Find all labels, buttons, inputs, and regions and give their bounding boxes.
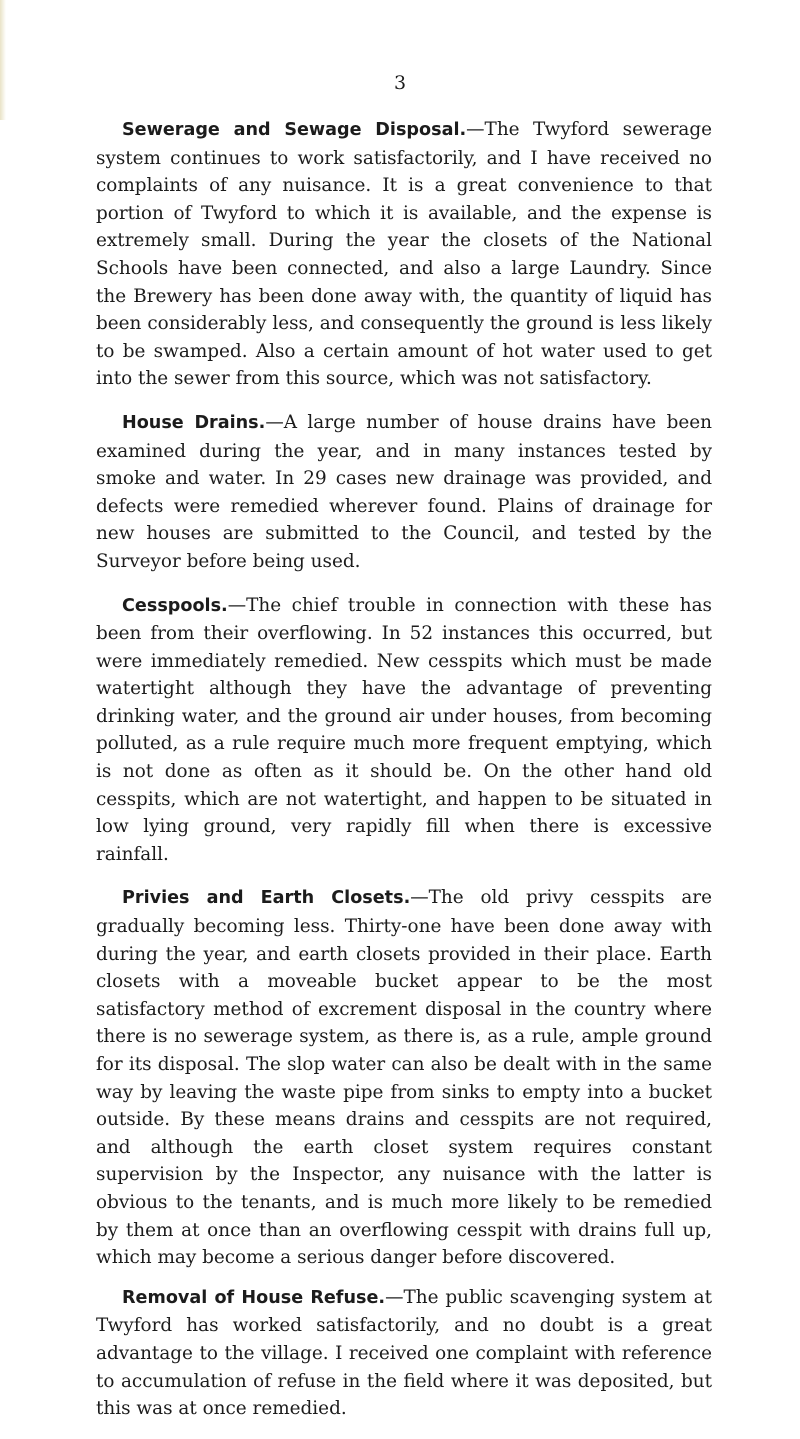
document-body xyxy=(96,116,712,1439)
section-heading: Privies and Earth Closets. xyxy=(122,888,411,909)
section-cesspools xyxy=(96,592,712,869)
section-heading: House Drains. xyxy=(122,412,266,433)
section-text: —The chief trouble in connection with these has been from their overflowing. In 52 instances this occurred, but were immediately remedied. New cesspits which must be made watertight although they have the advantage of preventing drinking water, and the ground air under houses, from becoming polluted, as a rule require much more frequent emptying, which is not done as often as it should be. On the other hand old cesspits, which are not watertight, and happen to be situated in low lying ground, very rapidly fill when there is excessive rainfall. xyxy=(96,594,712,865)
page-edge-shadow xyxy=(0,0,6,120)
section-heading: Sewerage and Sewage Disposal. xyxy=(122,120,467,140)
page-number: 3 xyxy=(393,72,407,94)
section-text: —The Twyford sewerage system continues to work satisfactorily, and I have received no complaints of any nuisance. It is a great convenience to that portion of Twyford to which it is available, and the expense is extremely small. During the year the closets of the National Schools have been connected, and also a large Laundry. Since the Brewery has been done away with, the quantity of liquid has been considerably less, and consequently the ground is less likely to be swamped. Also a certain amount of hot water used to get into the sewer from this source, which was not satisfactory. xyxy=(96,119,712,390)
section-sewerage xyxy=(96,116,712,393)
section-text: —The old privy cesspits are gradually becoming less. Thirty-one have been done away with during the year, and earth closets provided in their place. Earth closets with a moveable bucket appear to be the most satisfactory method of excrement disposal in the country where there is no sewerage system, as there is, as a rule, ample ground for its disposal. The slop water can also be dealt with in the same way by leaving the waste pipe from sinks to empty into a bucket outside. By these means drains and cesspits are not required, and although the earth closet system requires constant supervision by the Inspector, any nuisance with the latter is obvious to the tenants, and is much more likely to be remedied by them at once than an overflowing cesspit with drains full up, which may become a serious danger before discovered. xyxy=(96,887,712,1269)
section-text: —A large number of house drains have been examined during the year, and in many instances tested by smoke and water. In 29 cases new drainage was provided, and defects were remedied wherever found. Plains of drainage for new houses are submitted to the Council, and tested by the Surveyor before being used. xyxy=(96,411,712,572)
section-privies xyxy=(96,884,712,1271)
section-heading: Cesspools. xyxy=(122,595,228,616)
section-text: —The public scavenging system at Twyford has worked satisfactorily, and no doubt is a great advantage to the village. I received one complaint with reference to accumulation of refuse in the field where it was deposited, but this was at once remedied. xyxy=(96,1286,712,1420)
section-house-drains xyxy=(96,409,712,576)
section-heading: Removal of House Refuse. xyxy=(122,1287,386,1308)
section-refuse-removal xyxy=(96,1284,712,1423)
